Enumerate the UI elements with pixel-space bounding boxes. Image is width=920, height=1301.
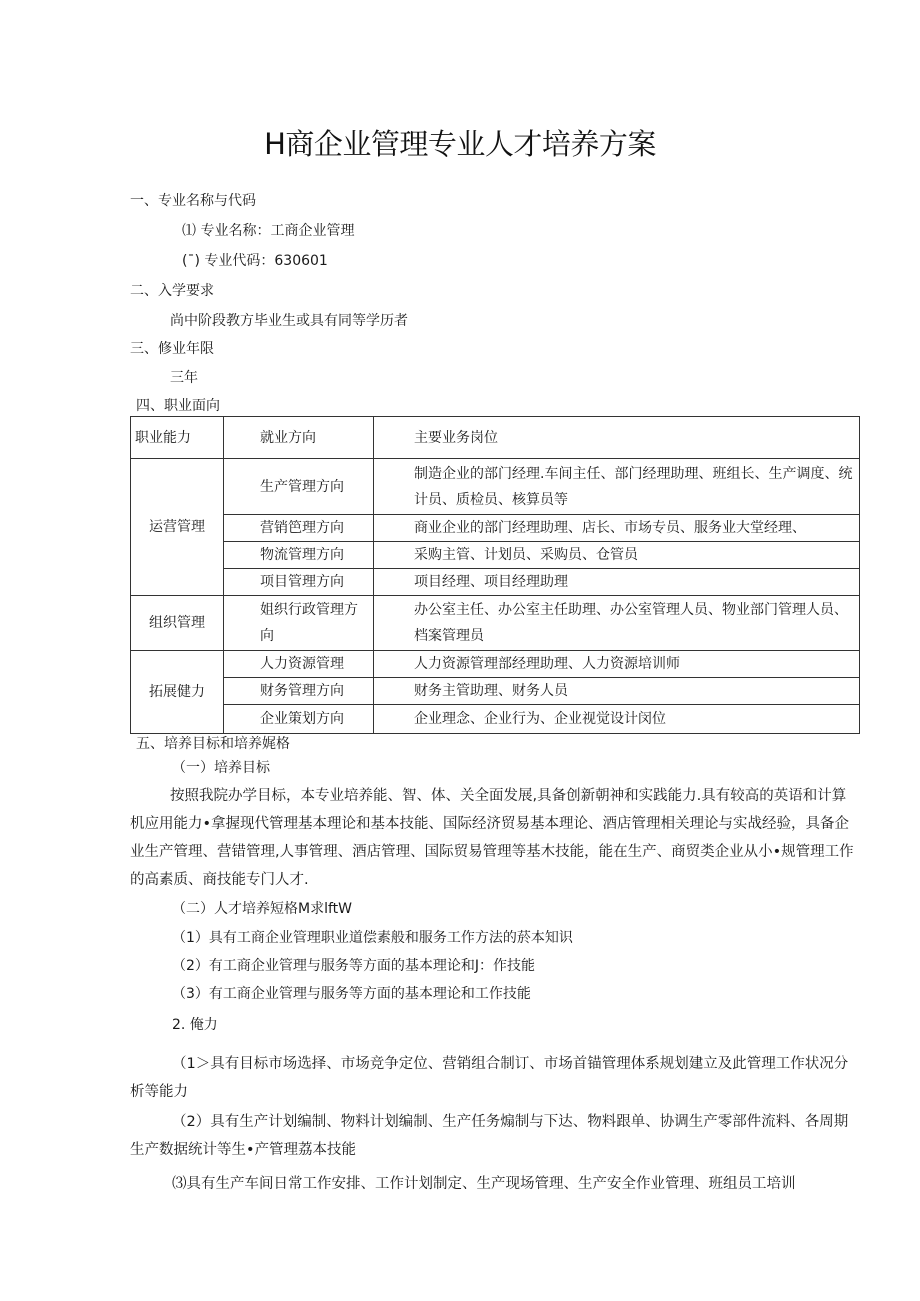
direction-cell: 物流管理方向 — [224, 542, 374, 569]
positions-cell: 企业理念、企业行为、企业视觉设计闵位 — [374, 705, 860, 734]
table-header-cell: 职业能力 — [131, 417, 224, 459]
admission-text: 尚中阶段教方毕业生或具有同等学历者 — [170, 313, 408, 329]
table-row — [131, 705, 860, 734]
table-header-row — [131, 417, 860, 459]
major-name-line: ⑴ 专业名称：工商企业管理 — [182, 223, 355, 239]
direction-cell: 财务管理方向 — [224, 678, 374, 705]
positions-cell: 项目经理、项目经理助理 — [374, 569, 860, 596]
ability-heading: 2. 俺力 — [172, 1017, 218, 1033]
duration-text: 三年 — [170, 370, 198, 386]
table-row — [131, 651, 860, 678]
table-header-cell: 就业方向 — [224, 417, 374, 459]
table-header-cell: 主要业务岗位 — [374, 417, 860, 459]
ability-cell: 组织管理 — [131, 596, 224, 651]
section-heading-admission: 二、入学要求 — [130, 283, 214, 299]
direction-cell: 人力资源管理 — [224, 651, 374, 678]
direction-cell: 企业策划方向 — [224, 705, 374, 734]
goal-paragraph: 按照我院办学目标，本专业培养能、智、体、关全面发展,具备创新朝神和实践能力.具有较高的英语和计算机应用能力•拿握现代管理基本理论和基本技能、国际经济贸易基本理论、酒店管理相关理论与实战经验，具备企业生产管理、营错管理,人事管理、酒店管理、国际贸易管理等基木技能，能在生产、商贸类企业从小•规管理工作的高素质、商技能专门人才. — [130, 788, 854, 888]
requirement-item: （3）有工商企业管理与服务等方面的基本理论和工作技能 — [172, 986, 531, 1002]
section-heading-career: 四、职业面向 — [136, 398, 220, 414]
section-heading-goals: 五、培养目标和培养娓格 — [136, 736, 290, 752]
career-table — [130, 416, 860, 734]
positions-cell: 采购主管、计划员、采购员、仓管员 — [374, 542, 860, 569]
requirement-item: （1）具有工商企业管理职业道偿素般和服务工作方法的菸本知识 — [172, 930, 573, 946]
positions-cell: 商业企业的部门经理助理、店长、市场专员、服务业大堂经理、 — [374, 515, 860, 542]
direction-cell: 项目管理方向 — [224, 569, 374, 596]
requirement-item: （2）有工商企业管理与服务等方面的基本理论和J：作技能 — [172, 958, 536, 974]
table-row — [131, 459, 860, 515]
ability-cell: 拓展健力 — [131, 651, 224, 734]
ability-item: ⑶具有生产车间日常工作安排、工作计划制定、生产现场管理、生产安全作业管理、班组员工培训 — [172, 1176, 796, 1192]
section-heading-duration: 三、修业年限 — [130, 341, 214, 357]
positions-cell: 财务主管助理、财务人员 — [374, 678, 860, 705]
positions-cell: 制造企业的部门经理.车间主任、部门经理助理、班组长、生产调度、统计员、质检员、核算员等 — [374, 459, 860, 515]
ability-item: （2）具有生产计划编制、物料计划编制、生产任务煽制与下达、物料跟单、协调生产零部件流料、各周期生产数据统计等生•产管理荔本技能 — [130, 1114, 849, 1158]
document-title: H商企业管理专业人才培养方案 — [264, 127, 656, 161]
table-row — [131, 515, 860, 542]
positions-cell: 办公室主任、办公室主任助理、办公室管理人员、物业部门管理人员、档案管理员 — [374, 596, 860, 651]
section-heading-major-name: 一、专业名称与代码 — [130, 193, 256, 209]
table-row — [131, 542, 860, 569]
subheading-requirements: （二）人才培养短格M求lftW — [172, 901, 352, 917]
subheading-goals: （一）培养目标 — [172, 760, 270, 776]
table-row — [131, 569, 860, 596]
ability-cell: 运营管理 — [131, 459, 224, 596]
direction-cell: 生产管理方向 — [224, 459, 374, 515]
major-code-line: (¯) 专业代码：630601 — [182, 253, 328, 269]
positions-cell: 人力资源管理部经理助理、人力资源培训师 — [374, 651, 860, 678]
ability-item: （1＞具有目标市场选择、市场竞争定位、营销组合制订、市场首锚管理体系规划建立及此管理工作状况分析等能力 — [130, 1056, 849, 1100]
table-row — [131, 596, 860, 651]
direction-cell: 姐织行政管理方向 — [224, 596, 374, 651]
table-row — [131, 678, 860, 705]
direction-cell: 营销笆理方向 — [224, 515, 374, 542]
